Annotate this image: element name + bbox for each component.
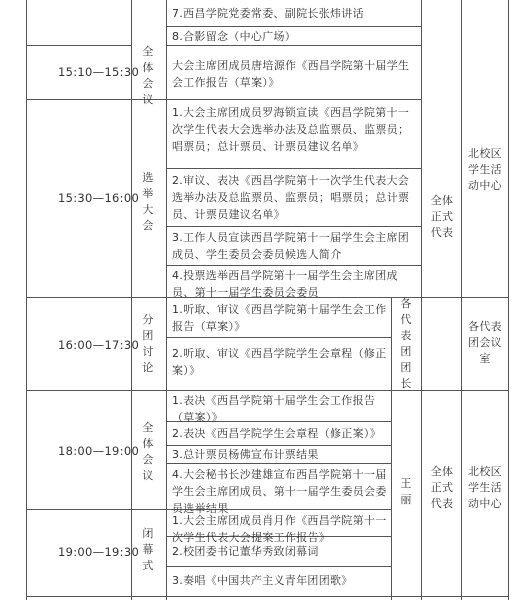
time-slot: 19:00—19:30	[58, 545, 140, 559]
agenda-item: 2.听取、审议《西昌学院学生会章程（修正案）》	[172, 347, 387, 377]
table-border-line	[26, 0, 27, 600]
table-border-line	[166, 45, 422, 46]
agenda-item: 1.大会主席团成员肖月作《西昌学院第十一次学生代表大会提案工作报告》	[172, 514, 387, 544]
time-slot: 15:30—16:00	[58, 191, 140, 205]
attendees-cell: 全体 正式 代表	[430, 194, 454, 239]
agenda-item: 2.表决《西昌学院学生会章程（修正案）》	[172, 427, 381, 440]
table-border-line	[166, 265, 422, 266]
table-border-line	[131, 0, 132, 600]
table-border-line	[26, 596, 509, 597]
agenda-item: 2.审议、表决《西昌学院第十一次学生代表大会选举办法及总监票员、监票员；唱票员；总计票员、计票员建议名单》	[172, 174, 410, 221]
table-border-line	[461, 0, 462, 600]
table-border-line	[508, 0, 509, 600]
table-border-line	[26, 45, 132, 46]
session-type-label: 选 举 大 会	[142, 171, 154, 232]
time-slot: 16:00—17:30	[58, 338, 140, 352]
time-slot: 18:00—19:00	[58, 444, 140, 458]
table-border-line	[26, 390, 509, 391]
agenda-item: 4.投票选举西昌学院第十一届学生会主席团成员、第十一届学生委员会委员	[172, 269, 398, 299]
session-type-label: 分 团 讨 论	[142, 313, 154, 374]
table-border-line	[391, 297, 392, 600]
agenda-item: 1.大会主席团成员罗海锁宣读《西昌学院第十一次学生代表大会选举办法及总监票员、监票员；唱票员；总计票员、计票员建议名单》	[172, 106, 410, 153]
session-type-label: 闭 幕 式	[142, 527, 154, 572]
table-border-line	[26, 99, 422, 100]
session-type-label: 全 体 会 议	[142, 421, 154, 482]
time-slot: 15:10—15:30	[58, 65, 140, 79]
session-type-label: 全 体 会 议	[142, 45, 154, 106]
venue-cell: 北校区 学生活 动中心	[468, 465, 502, 510]
agenda-item: 3.工作人员宣读西昌学院第十一届学生会主席团成员、学生委员会委员候选人简介	[172, 231, 410, 261]
table-border-line	[166, 26, 422, 27]
attendees-cell: 全体 正式 代表	[430, 465, 454, 510]
table-border-line	[166, 463, 392, 464]
table-border-line	[421, 0, 422, 600]
host-cell: 各 代 表 团 团 长	[400, 297, 412, 390]
table-border-line	[166, 168, 422, 169]
agenda-item: 7.西昌学院党委常委、副院长张炜讲话	[172, 7, 364, 20]
agenda-item: 3.奏唱《中国共产主义青年团团歌》	[172, 574, 353, 587]
agenda-item: 1.表决《西昌学院第十届学生会工作报告（草案）》	[172, 394, 376, 424]
agenda-item: 8.合影留念（中心广场）	[172, 30, 297, 43]
venue-cell: 各代表团会议室	[468, 320, 502, 365]
table-border-line	[166, 226, 422, 227]
table-border-line	[166, 337, 392, 338]
host-cell: 王 丽	[400, 477, 412, 506]
venue-cell: 北校区 学生活 动中心	[468, 147, 502, 192]
table-border-line	[166, 566, 392, 567]
table-border-line	[166, 0, 167, 600]
agenda-item: 4.大会秘书长沙建雄宣布西昌学院第十一届学生会主席团成员、第十一届学生委员会委员选举结果	[172, 468, 387, 515]
agenda-item: 3.总计票员杨佛宣布计票结果	[172, 448, 319, 461]
agenda-item: 大会主席团成员唐培源作《西昌学院第十届学生会工作报告（草案）》	[172, 59, 410, 89]
agenda-item: 1.听取、审议《西昌学院第十届学生会工作报告（草案）》	[172, 303, 387, 333]
agenda-item: 2.校团委书记董华秀致闭幕词	[172, 545, 319, 558]
